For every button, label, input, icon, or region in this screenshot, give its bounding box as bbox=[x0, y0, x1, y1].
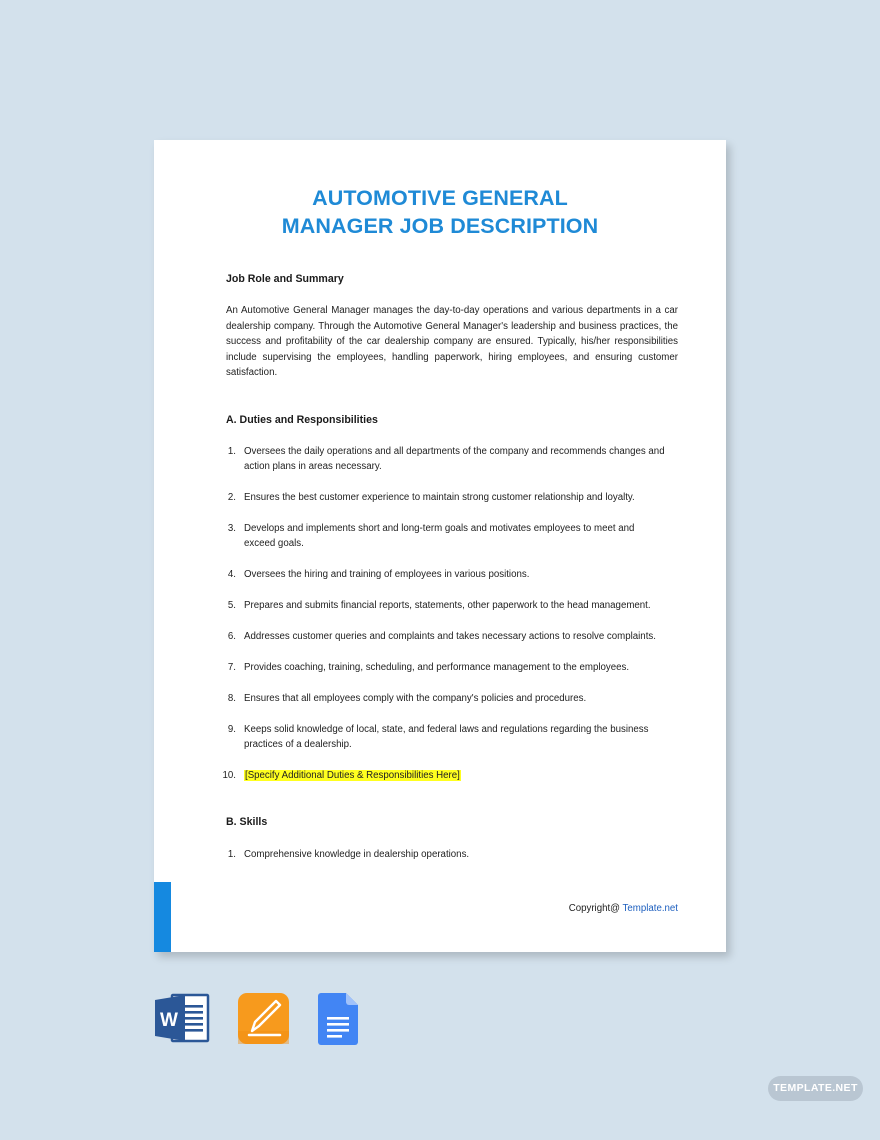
duty-number: 10. bbox=[222, 770, 236, 781]
duty-text: Ensures that all employees comply with the company's policies and procedures. bbox=[244, 693, 587, 704]
copyright-notice bbox=[569, 903, 678, 914]
duty-number: 7. bbox=[227, 662, 236, 673]
copyright-prefix: Copyright@ bbox=[568, 903, 623, 914]
duty-text: Oversees the hiring and training of employees in various positions. bbox=[244, 569, 530, 580]
summary-heading: Job Role and Summary bbox=[226, 273, 344, 285]
duty-item bbox=[220, 490, 678, 505]
pages-icon[interactable] bbox=[238, 993, 290, 1050]
skill-item bbox=[220, 847, 678, 862]
skill-text: Comprehensive knowledge in dealership operations. bbox=[244, 849, 470, 860]
duty-item bbox=[220, 629, 678, 644]
duty-text: Prepares and submits financial reports, statements, other paperwork to the head management. bbox=[244, 600, 651, 611]
duty-text: Develops and implements short and long-term goals and motivates employees to meet and exceed goals. bbox=[244, 523, 635, 550]
accent-bar bbox=[154, 882, 171, 952]
duty-item bbox=[220, 567, 678, 582]
duty-number: 4. bbox=[227, 569, 236, 580]
duty-item bbox=[220, 722, 678, 753]
highlighted-placeholder: [Specify Additional Duties & Responsibilities Here] bbox=[245, 770, 460, 781]
copyright-brand-link[interactable]: Template.net bbox=[622, 903, 678, 914]
skills-heading: B. Skills bbox=[226, 816, 268, 828]
duty-text: Ensures the best customer experience to maintain strong customer relationship and loyalty. bbox=[244, 492, 635, 503]
duty-text: Keeps solid knowledge of local, state, and federal laws and regulations regarding the business practices of a dealership. bbox=[244, 724, 649, 751]
duty-item bbox=[220, 444, 678, 475]
duty-number: 1. bbox=[227, 446, 236, 457]
svg-text:W: W bbox=[160, 1010, 178, 1031]
duty-item bbox=[220, 521, 678, 552]
duty-number: 8. bbox=[227, 693, 236, 704]
skill-number: 1. bbox=[227, 849, 236, 860]
duties-heading: A. Duties and Responsibilities bbox=[226, 414, 378, 426]
duty-number: 3. bbox=[227, 523, 236, 534]
word-icon[interactable] bbox=[155, 993, 211, 1048]
duty-number: 5. bbox=[227, 600, 236, 611]
duty-item bbox=[220, 598, 678, 613]
duty-item-placeholder bbox=[220, 768, 678, 783]
duty-number: 2. bbox=[227, 492, 236, 503]
duty-item bbox=[220, 691, 678, 706]
title-line-2: MANAGER JOB DESCRIPTION bbox=[281, 214, 599, 238]
summary-paragraph: An Automotive General Manager manages the day-to-day operations and various departments in a car dealership company. Through the Automotive General Manager's leadership and business practices, the success and profitability of the car dealership company are ensured. Typically, his/her responsibilities include supervising the employees, handling paperwork, hiring employees, and ensuring customer satisfaction. bbox=[226, 305, 678, 379]
duty-text: Oversees the daily operations and all departments of the company and recommends changes and action plans in areas necessary. bbox=[244, 446, 665, 473]
duty-number: 9. bbox=[227, 724, 236, 735]
duty-text: Addresses customer queries and complaints and takes necessary actions to resolve complaints. bbox=[244, 631, 656, 642]
template-net-watermark: TEMPLATE.NET bbox=[768, 1076, 863, 1101]
duty-number: 6. bbox=[227, 631, 236, 642]
google-docs-icon[interactable] bbox=[318, 993, 358, 1050]
document-title bbox=[154, 184, 726, 240]
document-page bbox=[154, 140, 726, 952]
duty-item bbox=[220, 660, 678, 675]
duty-text: Provides coaching, training, scheduling, and performance management to the employees. bbox=[244, 662, 630, 673]
title-line-1: AUTOMOTIVE GENERAL bbox=[312, 186, 568, 210]
